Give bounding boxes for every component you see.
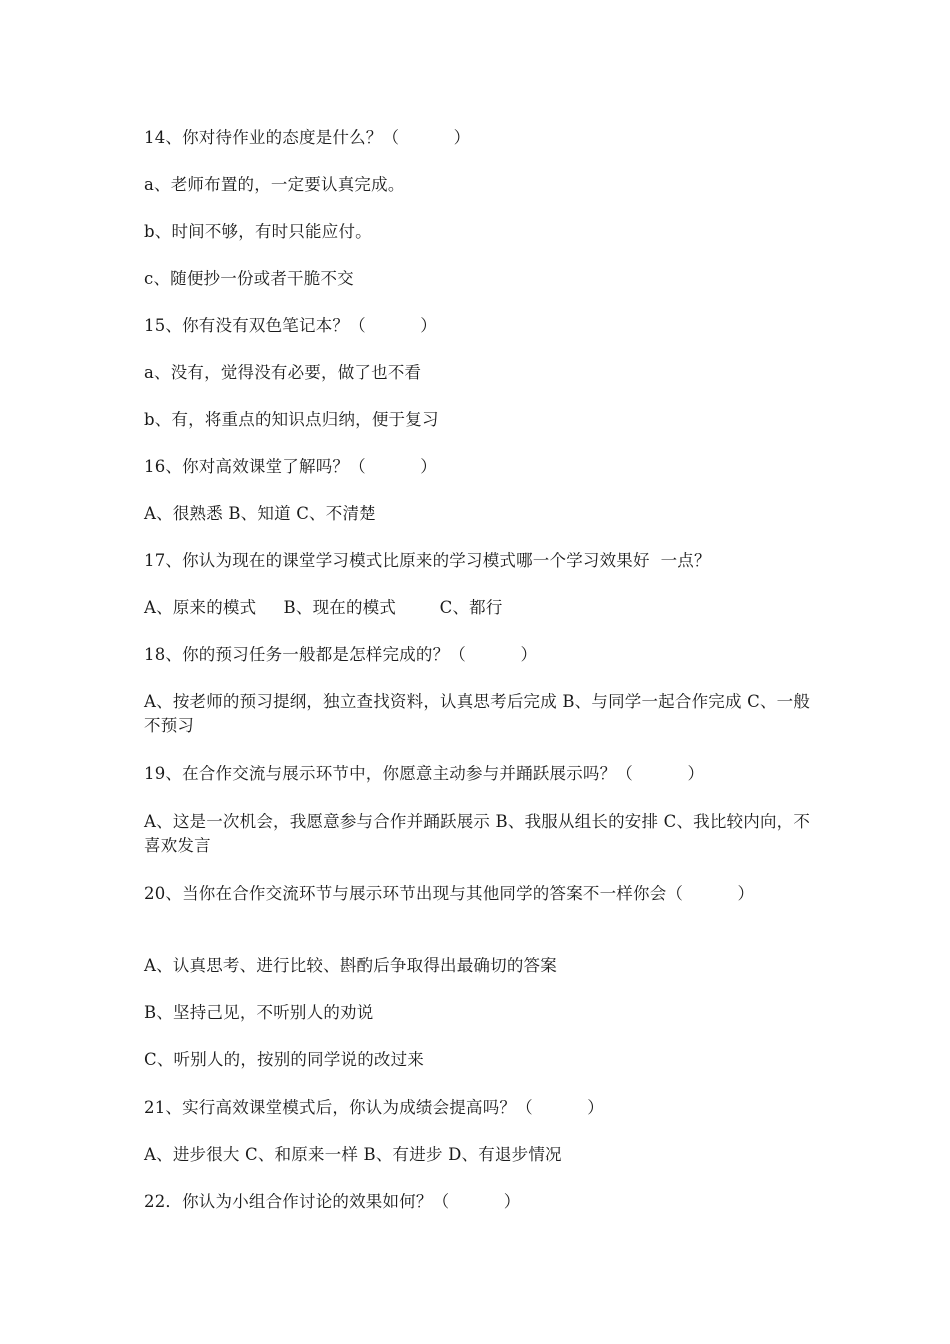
question-14-option-c: c、随便抄一份或者干脆不交 — [144, 269, 354, 288]
question-18-options: A、按老师的预习提纲，独立查找资料，认真思考后完成 B、与同学一起合作完成 C、一般不预习 — [144, 692, 811, 735]
question-15: 15、你有没有双色笔记本？（ ） — [144, 316, 437, 335]
question-18: 18、你的预习任务一般都是怎样完成的？（ ） — [144, 645, 538, 664]
question-20-option-a: A、认真思考、进行比较、斟酌后争取得出最确切的答案 — [144, 956, 557, 975]
question-15-option-a: a、没有，觉得没有必要，做了也不看 — [144, 363, 422, 382]
question-15-option-b: b、有，将重点的知识点归纳，便于复习 — [144, 410, 439, 429]
question-22: 22．你认为小组合作讨论的效果如何？（ ） — [144, 1192, 521, 1211]
question-21-options: A、进步很大 C、和原来一样 B、有进步 D、有退步情况 — [144, 1145, 562, 1164]
question-20-option-b: B、坚持己见，不听别人的劝说 — [144, 1003, 374, 1022]
question-21: 21、实行高效课堂模式后，你认为成绩会提高吗？（ ） — [144, 1098, 604, 1117]
question-14-option-a: a、老师布置的，一定要认真完成。 — [144, 175, 405, 194]
question-14-option-b: b、时间不够，有时只能应付。 — [144, 222, 372, 241]
question-17: 17、你认为现在的课堂学习模式比原来的学习模式哪一个学习效果好 一点？ — [144, 551, 711, 570]
question-16: 16、你对高效课堂了解吗？（ ） — [144, 457, 437, 476]
question-19-options: A、这是一次机会，我愿意参与合作并踊跃展示 B、我服从组长的安排 C、我比较内向，不喜欢发言 — [144, 812, 811, 855]
question-17-options: A、原来的模式 B、现在的模式 C、都行 — [144, 598, 503, 617]
question-19: 19、在合作交流与展示环节中，你愿意主动参与并踊跃展示吗？（ ） — [144, 764, 705, 783]
question-14: 14、你对待作业的态度是什么？（ ） — [144, 128, 471, 147]
question-16-options: A、很熟悉 B、知道 C、不清楚 — [144, 504, 376, 523]
question-20: 20、当你在合作交流环节与展示环节出现与其他同学的答案不一样你会（ ） — [144, 884, 755, 903]
question-20-option-c: C、听别人的，按别的同学说的改过来 — [144, 1050, 425, 1069]
